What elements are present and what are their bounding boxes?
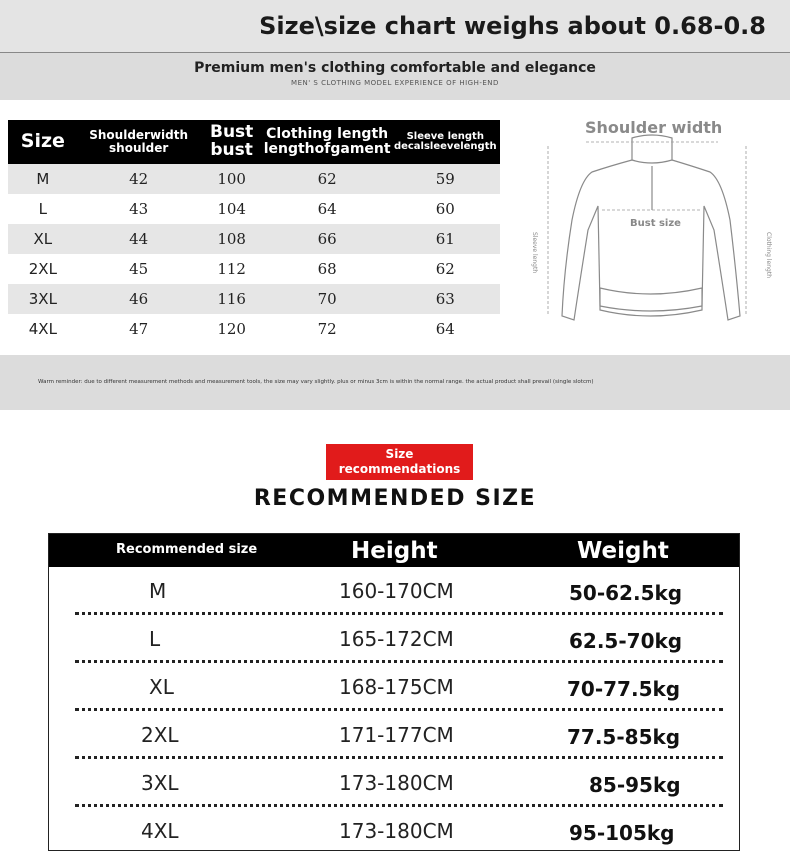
table-row bbox=[8, 284, 500, 314]
cell-size: XL bbox=[149, 675, 174, 699]
cell-size: 4XL bbox=[8, 314, 78, 344]
cell-size: 2XL bbox=[141, 723, 179, 747]
col-header-bust-line2: bust bbox=[210, 140, 253, 160]
clothing-length-label: Clothing length bbox=[765, 232, 772, 278]
cell-height: 173-180CM bbox=[339, 819, 454, 843]
cell-weight: 70-77.5kg bbox=[567, 677, 681, 701]
cell-length: 72 bbox=[264, 314, 391, 344]
garment-collar bbox=[632, 135, 672, 163]
cell-weight: 77.5-85kg bbox=[567, 725, 681, 749]
cell-height: 168-175CM bbox=[339, 675, 454, 699]
col-header-bust bbox=[200, 120, 264, 164]
table-row bbox=[49, 759, 739, 807]
table-row bbox=[8, 314, 500, 344]
cell-bust: 112 bbox=[200, 254, 264, 284]
cell-length: 64 bbox=[264, 194, 391, 224]
cell-length: 62 bbox=[264, 164, 391, 194]
cell-sleeve: 64 bbox=[391, 314, 500, 344]
table-row bbox=[8, 254, 500, 284]
table-row bbox=[8, 224, 500, 254]
cell-sleeve: 61 bbox=[391, 224, 500, 254]
col-header-recommended-size: Recommended size bbox=[116, 542, 258, 557]
cell-height: 165-172CM bbox=[339, 627, 454, 651]
shoulder-width-label: Shoulder width bbox=[585, 118, 723, 137]
table-row bbox=[8, 164, 500, 194]
garment-body bbox=[562, 160, 740, 320]
badge-line1: Size bbox=[385, 447, 414, 461]
cell-size: XL bbox=[8, 224, 78, 254]
warm-reminder: Warm reminder: due to different measurement methods and measurement tools, the size may vary slightly. plus or minus 3cm is within the normal range. the actual product shall prevail (single slotcm) bbox=[38, 379, 594, 385]
cell-shoulder: 43 bbox=[78, 194, 200, 224]
col-header-sleeve-line1: Sleeve length bbox=[406, 130, 484, 142]
recommended-size-table bbox=[48, 533, 740, 851]
cell-size: 2XL bbox=[8, 254, 78, 284]
size-recommendations-badge bbox=[326, 444, 473, 480]
cell-shoulder: 45 bbox=[78, 254, 200, 284]
cell-sleeve: 63 bbox=[391, 284, 500, 314]
cell-size: M bbox=[8, 164, 78, 194]
cell-size: 4XL bbox=[141, 819, 179, 843]
table-row bbox=[49, 663, 739, 711]
col-header-length-line1: Clothing length bbox=[266, 126, 389, 143]
recommended-size-header bbox=[49, 534, 739, 567]
table-row bbox=[49, 615, 739, 663]
cell-bust: 100 bbox=[200, 164, 264, 194]
cell-sleeve: 60 bbox=[391, 194, 500, 224]
col-header-size: Size bbox=[8, 120, 78, 164]
col-header-shoulder-line1: Shoulderwidth bbox=[89, 128, 189, 143]
col-header-length bbox=[264, 120, 391, 164]
cell-length: 68 bbox=[264, 254, 391, 284]
cell-size: L bbox=[149, 627, 161, 651]
cell-size: 3XL bbox=[141, 771, 179, 795]
cell-size: 3XL bbox=[8, 284, 78, 314]
cell-shoulder: 46 bbox=[78, 284, 200, 314]
cell-bust: 108 bbox=[200, 224, 264, 254]
cell-bust: 116 bbox=[200, 284, 264, 314]
col-header-shoulder-line2: shoulder bbox=[109, 141, 169, 155]
cell-height: 171-177CM bbox=[339, 723, 454, 747]
subtitle: Premium men's clothing comfortable and elegance bbox=[194, 60, 596, 76]
col-header-bust-line1: Bust bbox=[209, 122, 254, 143]
cell-shoulder: 42 bbox=[78, 164, 200, 194]
col-header-sleeve-line2: decalsleevelength bbox=[393, 141, 497, 152]
col-header-height: Height bbox=[351, 538, 438, 564]
cell-weight: 95-105kg bbox=[569, 821, 675, 845]
subcaption: MEN' S CLOTHING MODEL EXPERIENCE OF HIGH-END bbox=[291, 79, 499, 87]
table-row bbox=[49, 807, 739, 851]
cell-weight: 50-62.5kg bbox=[569, 581, 683, 605]
table-row bbox=[8, 194, 500, 224]
title-bar bbox=[0, 0, 790, 53]
cell-sleeve: 59 bbox=[391, 164, 500, 194]
size-chart-table bbox=[8, 120, 500, 344]
cell-bust: 120 bbox=[200, 314, 264, 344]
cell-size: L bbox=[8, 194, 78, 224]
badge-line2: recommendations bbox=[338, 462, 461, 476]
sleeve-length-label: Sleeve length bbox=[531, 232, 538, 274]
cell-shoulder: 47 bbox=[78, 314, 200, 344]
cell-size: M bbox=[149, 579, 167, 603]
cell-bust: 104 bbox=[200, 194, 264, 224]
col-header-sleeve bbox=[391, 120, 500, 164]
cell-weight: 62.5-70kg bbox=[569, 629, 683, 653]
cell-height: 173-180CM bbox=[339, 771, 454, 795]
size-chart-header-row bbox=[8, 120, 500, 164]
col-header-weight: Weight bbox=[577, 538, 669, 564]
bust-size-label: Bust size bbox=[630, 218, 681, 229]
cell-sleeve: 62 bbox=[391, 254, 500, 284]
page-title: Size\size chart weighs about 0.68-0.8 bbox=[259, 12, 766, 40]
cell-length: 66 bbox=[264, 224, 391, 254]
recommended-size-heading: RECOMMENDED SIZE bbox=[253, 486, 537, 511]
table-row bbox=[49, 711, 739, 759]
cell-height: 160-170CM bbox=[339, 579, 454, 603]
col-header-shoulder bbox=[78, 120, 200, 164]
garment-hem bbox=[600, 288, 702, 316]
cell-weight: 85-95kg bbox=[589, 773, 681, 797]
cell-length: 70 bbox=[264, 284, 391, 314]
cell-shoulder: 44 bbox=[78, 224, 200, 254]
table-row bbox=[49, 567, 739, 615]
col-header-length-line2: lengthofgament bbox=[263, 141, 391, 157]
